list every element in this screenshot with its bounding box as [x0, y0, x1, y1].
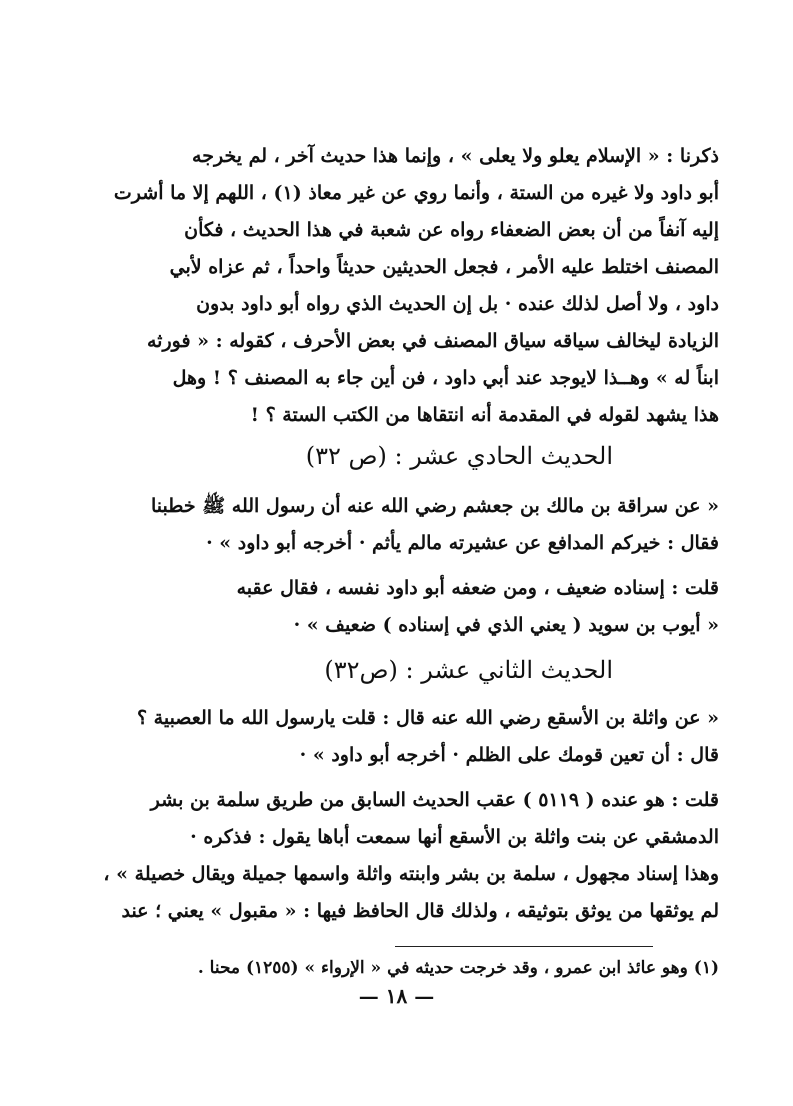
text-line: الزيادة ليخالف سياقه سياق المصنف في بعض الأحرف ، كقوله : « فورثه — [147, 330, 719, 352]
text-line: فقال : خيركم المدافع عن عشيرته مالم يأثم · أخرجه أبو داود » · — [206, 532, 719, 554]
text-line: لم يوثقها من يوثق بتوثيقه ، ولذلك قال الحافظ فيها : « مقبول » يعني ؛ عند — [121, 900, 719, 922]
hadith-12-paragraph — [79, 700, 719, 930]
hadith-11-paragraph — [79, 488, 719, 644]
text-line: هذا يشهد لقوله في المقدمة أنه انتقاها من الكتب الستة ؟ ! — [250, 404, 719, 426]
text-line: ابناً له » وهــذا لايوجد عند أبي داود ، فن أين جاء به المصنف ؟ ! وهل — [172, 367, 719, 389]
intro-paragraph — [79, 138, 719, 434]
text-line: ذكرنا : « الإسلام يعلو ولا يعلى » ، وإنما هذا حديث آخر ، لم يخرجه — [192, 145, 719, 167]
text-line: داود ، ولا أصل لذلك عنده · بل إن الحديث الذي رواه أبو داود بدون — [196, 293, 719, 315]
text-line: قلت : إسناده ضعيف ، ومن ضعفه أبو داود نفسه ، فقال عقبه — [236, 577, 719, 599]
text-line: أبو داود ولا غيره من الستة ، وأنما روي عن غير معاذ (١) ، اللهم إلا ما أشرت — [113, 182, 719, 204]
text-line: المصنف اختلط عليه الأمر ، فجعل الحديثين حديثاً واحداً ، ثم عزاه لأبي — [169, 256, 719, 278]
text-line: « عن واثلة بن الأسقع رضي الله عنه قال : قلت يارسول الله ما العصبية ؟ — [136, 707, 719, 729]
page-number: — ١٨ — — [358, 984, 435, 1008]
text-line: قال : أن تعين قومك على الظلم · أخرجه أبو داود » · — [299, 744, 719, 766]
hadith-12-heading: الحديث الثاني عشر : (ص٣٢) — [324, 656, 613, 684]
text-line: الدمشقي عن بنت واثلة بن الأسقع أنها سمعت أباها يقول : فذكره · — [190, 826, 719, 848]
footnote-divider — [395, 946, 653, 947]
text-line: قلت : هو عنده ( ٥١١٩ ) عقب الحديث السابق من طريق سلمة بن بشر — [150, 789, 719, 811]
text-line: « عن سراقة بن مالك بن جعشم رضي الله عنه أن رسول الله ﷺ خطبنا — [151, 495, 719, 517]
text-line: « أيوب بن سويد ( يعني الذي في إسناده ) ضعيف » · — [293, 614, 719, 636]
hadith-11-heading: الحديث الحادي عشر : (ص ٣٢) — [305, 442, 613, 470]
text-line: إليه آنفاً من أن بعض الضعفاء رواه عن شعبة في هذا الحديث ، فكأن — [184, 219, 719, 241]
footnote: (١) وهو عائذ ابن عمرو ، وقد خرجت حديثه في « الإرواء » (١٢٥٥) محنا . — [197, 958, 719, 978]
text-line: وهذا إسناد مجهول ، سلمة بن بشر وابنته واثلة واسمها جميلة ويقال خصيلة » ، — [103, 863, 719, 885]
